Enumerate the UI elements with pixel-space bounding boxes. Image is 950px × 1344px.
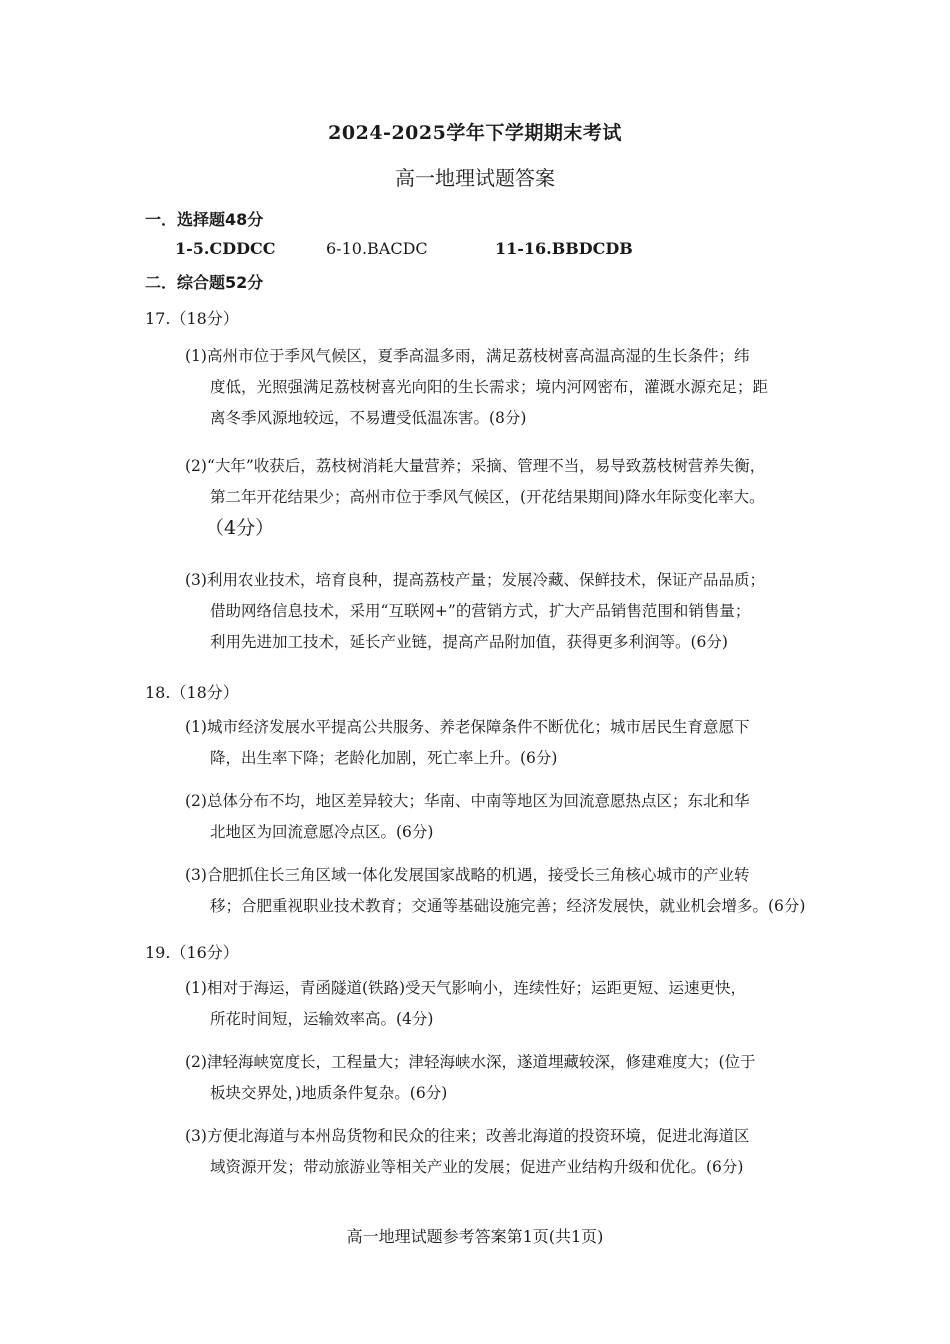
- q18-answer-2-line-1: (2)总体分布不均，地区差异较大；华南、中南等地区为回流意愿热点区；东北和华: [185, 792, 750, 810]
- q17-answer-2-line-2: 第二年开花结果少；高州市位于季风气候区，(开花结果期间)降水年际变化率大。: [210, 488, 765, 506]
- q17-answer-3-line-3: 利用先进加工技术，延长产业链，提高产品附加值，获得更多利润等。(6分): [210, 633, 728, 651]
- q18-answer-1: [185, 712, 810, 774]
- question-19-heading: 19.（16分）: [145, 943, 239, 962]
- q19-answer-1: [185, 973, 810, 1035]
- q19-answer-2: [185, 1047, 810, 1109]
- choice-answer-1-5: 1-5.CDDCC: [175, 239, 276, 258]
- q17-answer-3-line-2: 借助网络信息技术，采用“互联网+”的营销方式，扩大产品销售范围和销售量；: [210, 602, 751, 620]
- q18-answer-3-line-1: (3)合肥抓住长三角区域一体化发展国家战略的机遇，接受长三角核心城市的产业转: [185, 866, 750, 884]
- q19-answer-3-line-2: 域资源开发；带动旅游业等相关产业的发展；促进产业结构升级和优化。(6分): [210, 1158, 744, 1176]
- q19-answer-2-line-2: 板块交界处，)地质条件复杂。(6分): [210, 1084, 448, 1102]
- q17-answer-1-line-2: 度低，光照强满足荔枝树喜光向阳的生长需求；境内河网密布，灌溉水源充足；距: [210, 378, 769, 396]
- exam-title: 2024-2025学年下学期期末考试: [328, 122, 622, 144]
- q17-answer-1-line-1: (1)高州市位于季风气候区，夏季高温多雨，满足荔枝树喜高温高湿的生长条件；纬: [185, 347, 750, 365]
- page-footer: 高一地理试题参考答案第1页(共1页): [346, 1227, 604, 1246]
- q18-answer-3: [185, 860, 810, 922]
- q17-answer-2-line-3: （4分）: [205, 517, 275, 539]
- q18-answer-2-line-2: 北地区为回流意愿冷点区。(6分): [210, 823, 434, 841]
- q17-answer-1-line-3: 离冬季风源地较远，不易遭受低温冻害。(8分): [210, 409, 527, 427]
- q19-answer-3-line-1: (3)方便北海道与本州岛货物和民众的往来；改善北海道的投资环境，促进北海道区: [185, 1127, 750, 1145]
- q17-answer-2-line-1: (2)“大年”收获后，荔枝树消耗大量营养；采摘、管理不当，易导致荔枝树营养失衡，: [185, 457, 766, 475]
- q17-answer-2: [185, 451, 810, 544]
- q18-answer-1-line-1: (1)城市经济发展水平提高公共服务、养老保障条件不断优化；城市居民生育意愿下: [185, 718, 750, 736]
- question-17-heading: 17.（18分）: [145, 309, 239, 328]
- q19-answer-3: [185, 1121, 810, 1183]
- q19-answer-1-line-2: 所花时间短，运输效率高。(4分): [210, 1010, 434, 1028]
- q19-answer-1-line-1: (1)相对于海运，青函隧道(铁路)受天气影响小，连续性好；运距更短、运速更快，: [185, 979, 747, 997]
- q18-answer-2: [185, 786, 810, 848]
- choice-answer-6-10: 6-10.BACDC: [326, 239, 428, 258]
- q17-answer-3: [185, 565, 810, 658]
- q19-answer-2-line-1: (2)津轻海峡宽度长，工程量大；津轻海峡水深，遂道埋藏较深，修建难度大；(位于: [185, 1053, 756, 1071]
- section-1-heading: 一．选择题48分: [145, 210, 264, 229]
- q18-answer-3-line-2: 移；合肥重视职业技术教育；交通等基础设施完善；经济发展快，就业机会增多。(6分): [210, 897, 806, 915]
- question-18-heading: 18.（18分）: [145, 683, 239, 702]
- choice-answers-row: [0, 239, 950, 261]
- q18-answer-1-line-2: 降，出生率下降；老龄化加剧，死亡率上升。(6分): [210, 749, 558, 767]
- q17-answer-1: [185, 341, 810, 434]
- exam-subtitle: 高一地理试题答案: [395, 166, 555, 190]
- q17-answer-3-line-1: (3)利用农业技术，培育良种，提高荔枝产量；发展冷藏、保鲜技术，保证产品品质；: [185, 571, 765, 589]
- choice-answer-11-16: 11-16.BBDCDB: [495, 239, 633, 258]
- section-2-heading: 二．综合题52分: [145, 273, 264, 292]
